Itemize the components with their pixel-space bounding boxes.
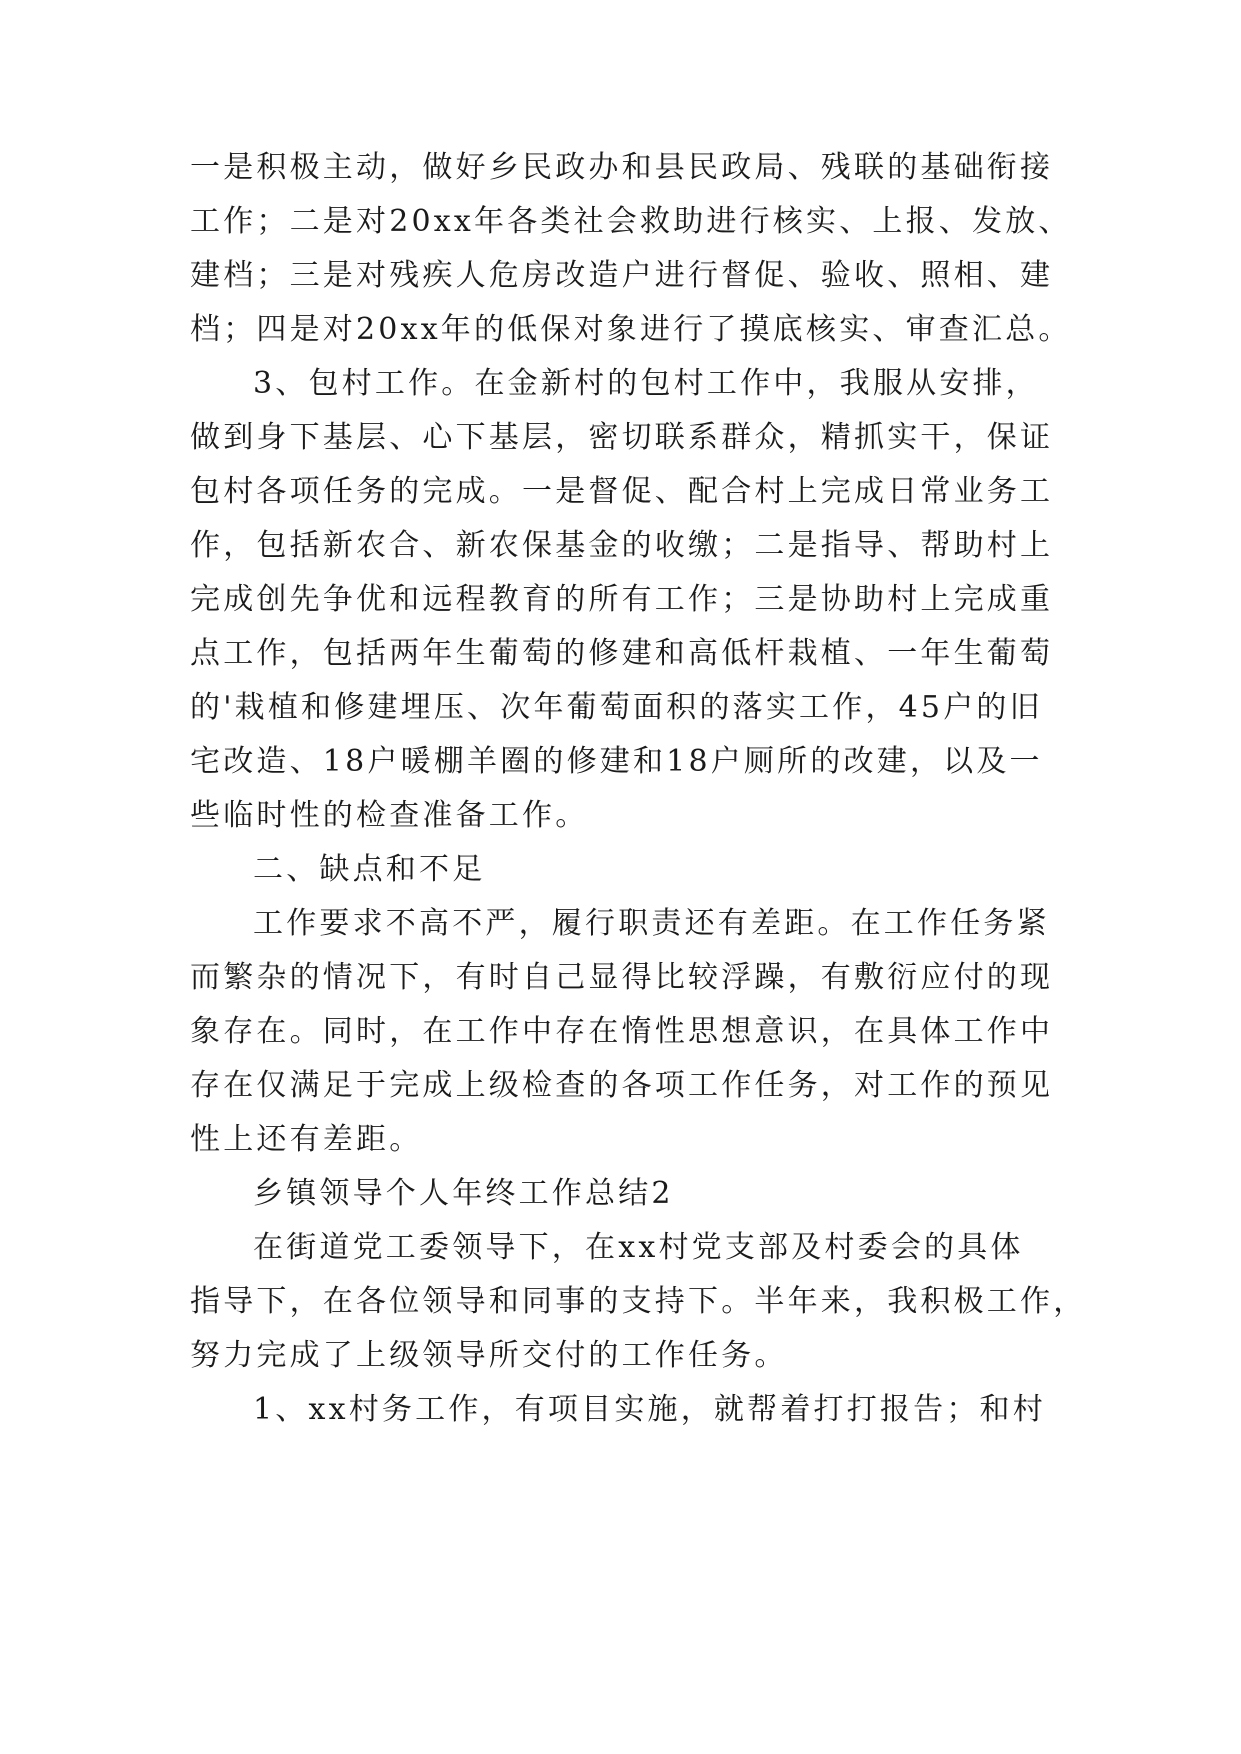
text-line: 包村各项任务的完成。一是督促、配合村上完成日常业务工 (190, 474, 1054, 509)
paragraph-start-line: 1、xx村务工作，有项目实施，就帮着打打报告；和村 (253, 1392, 1046, 1427)
text-line: 作，包括新农合、新农保基金的收缴；二是指导、帮助村上 (190, 528, 1054, 563)
text-line: 档；四是对20xx年的低保对象进行了摸底核实、审查汇总。 (190, 312, 1072, 347)
text-line: 象存在。同时，在工作中存在惰性思想意识，在具体工作中 (190, 1014, 1054, 1049)
text-line: 的'栽植和修建埋压、次年葡萄面积的落实工作，45户的旧 (190, 690, 1043, 725)
paragraph-start-line: 工作要求不高不严，履行职责还有差距。在工作任务紧 (253, 906, 1050, 941)
text-line: 完成创先争优和远程教育的所有工作；三是协助村上完成重 (190, 582, 1054, 617)
text-line: 而繁杂的情况下，有时自己显得比较浮躁，有敷衍应付的现 (190, 960, 1054, 995)
document-subtitle: 乡镇领导个人年终工作总结2 (253, 1176, 674, 1211)
text-line: 做到身下基层、心下基层，密切联系群众，精抓实干，保证 (190, 420, 1054, 455)
text-line: 点工作，包括两年生葡萄的修建和高低杆栽植、一年生葡萄 (190, 636, 1054, 671)
text-line: 工作；二是对20xx年各类社会救助进行核实、上报、发放、 (190, 204, 1072, 239)
text-line: 指导下，在各位领导和同事的支持下。半年来，我积极工作， (190, 1284, 1087, 1319)
text-line: 存在仅满足于完成上级检查的各项工作任务，对工作的预见 (190, 1068, 1054, 1103)
paragraph-start-line: 3、包村工作。在金新村的包村工作中，我服从安排， (253, 366, 1039, 401)
text-line: 性上还有差距。 (190, 1122, 423, 1157)
paragraph-start-line: 在街道党工委领导下，在xx村党支部及村委会的具体 (253, 1230, 1024, 1265)
section-heading: 二、缺点和不足 (253, 852, 486, 887)
text-line: 些临时性的检查准备工作。 (190, 798, 589, 833)
text-line: 宅改造、18户暖棚羊圈的修建和18户厕所的改建，以及一 (190, 744, 1043, 779)
text-line: 建档；三是对残疾人危房改造户进行督促、验收、照相、建 (190, 258, 1054, 293)
text-line: 一是积极主动，做好乡民政办和县民政局、残联的基础衔接 (190, 150, 1054, 185)
text-line: 努力完成了上级领导所交付的工作任务。 (190, 1338, 788, 1373)
